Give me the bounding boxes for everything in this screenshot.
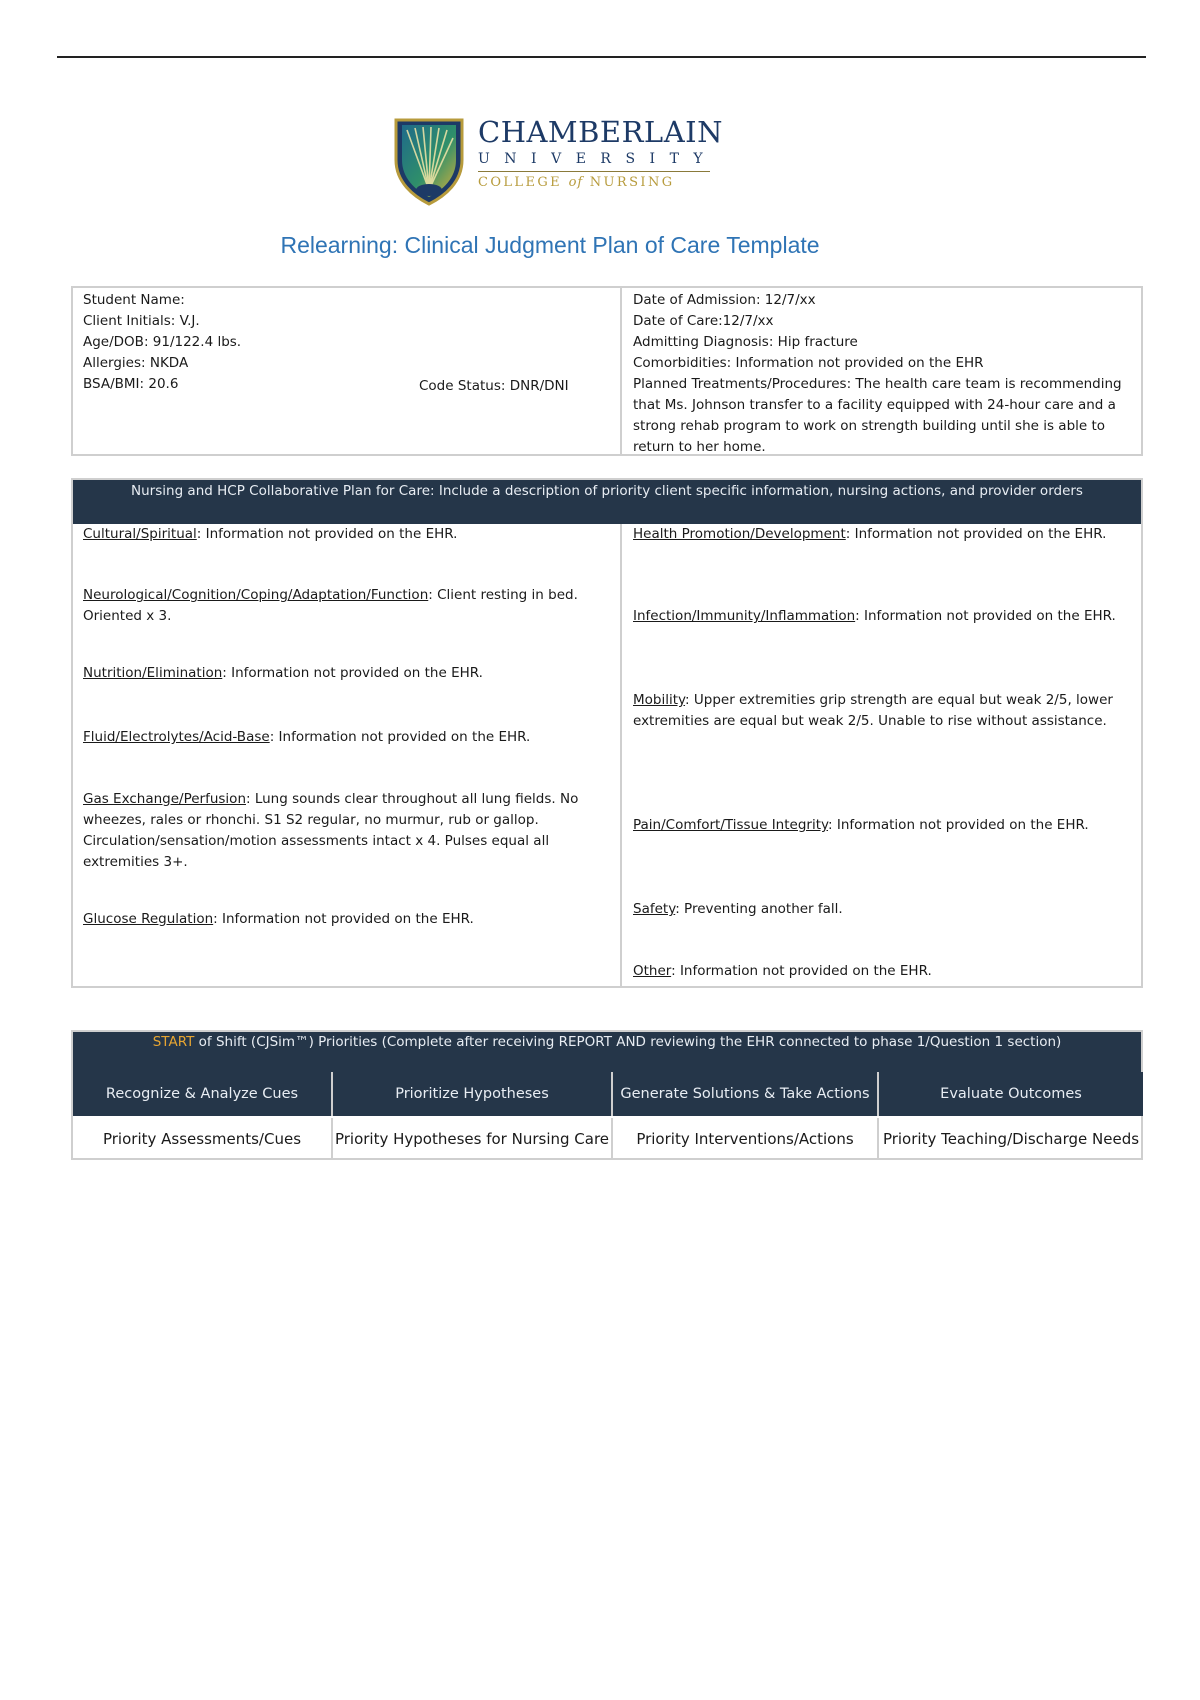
chamberlain-logo xyxy=(393,116,723,208)
sub-priority-interventions: Priority Interventions/Actions xyxy=(611,1118,877,1160)
plan-item-fluid: Fluid/Electrolytes/Acid-Base: Information not provided on the EHR. xyxy=(83,729,531,745)
column-generate-solutions: Generate Solutions & Take Actions xyxy=(611,1072,877,1116)
plan-item-other: Other: Information not provided on the EHR. xyxy=(633,963,932,979)
sub-priority-assessments: Priority Assessments/Cues xyxy=(102,1129,302,1148)
admitting-diagnosis: Admitting Diagnosis: Hip fracture xyxy=(633,334,858,350)
allergies: Allergies: NKDA xyxy=(83,355,189,371)
logo-line-2: UNIVERSITY xyxy=(478,151,718,167)
patient-info-left xyxy=(83,290,603,395)
sub-priority-teaching: Priority Teaching/Discharge Needs xyxy=(877,1118,1143,1160)
plan-item-infection: Infection/Immunity/Inflammation: Information not provided on the EHR. xyxy=(633,608,1116,624)
start-of-shift-table xyxy=(71,1030,1143,1160)
planned-treatments: Planned Treatments/Procedures: The health care team is recommending that Ms. Johnson transfer to a facility equipped with 24-hour care and a strong rehab program to work on strength building until she is able to return to her home. xyxy=(633,376,1122,455)
shift-header: START of Shift (CJSim™) Priorities (Complete after receiving REPORT AND reviewing the EHR connected to phase 1/Question 1 section) xyxy=(73,1032,1141,1072)
plan-item-gas-exchange: Gas Exchange/Perfusion: Lung sounds clear throughout all lung fields. No wheezes, rales or rhonchi. S1 S2 regular, no murmur, rub or gallop. Circulation/sensation/motion assessments intact x 4. Pulses equal all extremities 3+. xyxy=(83,791,579,870)
shield-icon xyxy=(393,116,465,206)
document-title: Relearning: Clinical Judgment Plan of Care Template xyxy=(280,232,820,258)
logo-line-3: COLLEGE of NURSING xyxy=(478,175,675,190)
age-dob: Age/DOB: 91/122.4 lbs. xyxy=(83,334,242,350)
shift-subheader-row xyxy=(73,1118,1141,1160)
logo-line-1: CHAMBERLAIN xyxy=(478,115,723,149)
bsa-bmi: BSA/BMI: 20.6 xyxy=(83,376,179,392)
collaborative-plan-table xyxy=(71,478,1143,988)
plan-item-health-promotion: Health Promotion/Development: Information not provided on the EHR. xyxy=(633,526,1107,542)
shift-column-headers xyxy=(73,1072,1141,1116)
logo-rule xyxy=(478,171,710,172)
code-status: Code Status: DNR/DNI xyxy=(419,378,569,394)
plan-item-nutrition: Nutrition/Elimination: Information not provided on the EHR. xyxy=(83,665,483,681)
top-rule xyxy=(57,56,1146,58)
sub-priority-hypotheses: Priority Hypotheses for Nursing Care xyxy=(331,1118,611,1160)
date-of-admission: Date of Admission: 12/7/xx xyxy=(633,292,816,308)
plan-item-neurological: Neurological/Cognition/Coping/Adaptation/Function: Client resting in bed. Oriented x 3. xyxy=(83,587,578,624)
plan-item-safety: Safety: Preventing another fall. xyxy=(633,901,843,917)
patient-info-box xyxy=(71,286,1143,456)
column-evaluate-outcomes: Evaluate Outcomes xyxy=(877,1072,1143,1116)
column-prioritize-hypotheses: Prioritize Hypotheses xyxy=(331,1072,611,1116)
plan-divider xyxy=(620,524,622,988)
plan-item-mobility: Mobility: Upper extremities grip strength are equal but weak 2/5, lower extremities are equal but weak 2/5. Unable to rise without assistance. xyxy=(633,692,1113,729)
plan-item-pain: Pain/Comfort/Tissue Integrity: Information not provided on the EHR. xyxy=(633,817,1089,833)
patient-info-right xyxy=(633,290,1133,458)
comorbidities: Comorbidities: Information not provided on the EHR xyxy=(633,355,984,371)
plan-item-cultural: Cultural/Spiritual: Information not provided on the EHR. xyxy=(83,526,458,542)
column-recognize-analyze: Recognize & Analyze Cues xyxy=(73,1072,331,1116)
plan-item-glucose: Glucose Regulation: Information not provided on the EHR. xyxy=(83,911,474,927)
date-of-care: Date of Care:12/7/xx xyxy=(633,313,774,329)
client-initials: Client Initials: V.J. xyxy=(83,313,200,329)
plan-header: Nursing and HCP Collaborative Plan for Care: Include a description of priority client specific information, nursing actions, and provider orders xyxy=(73,480,1141,524)
info-divider xyxy=(620,288,622,454)
student-name: Student Name: xyxy=(83,292,185,308)
